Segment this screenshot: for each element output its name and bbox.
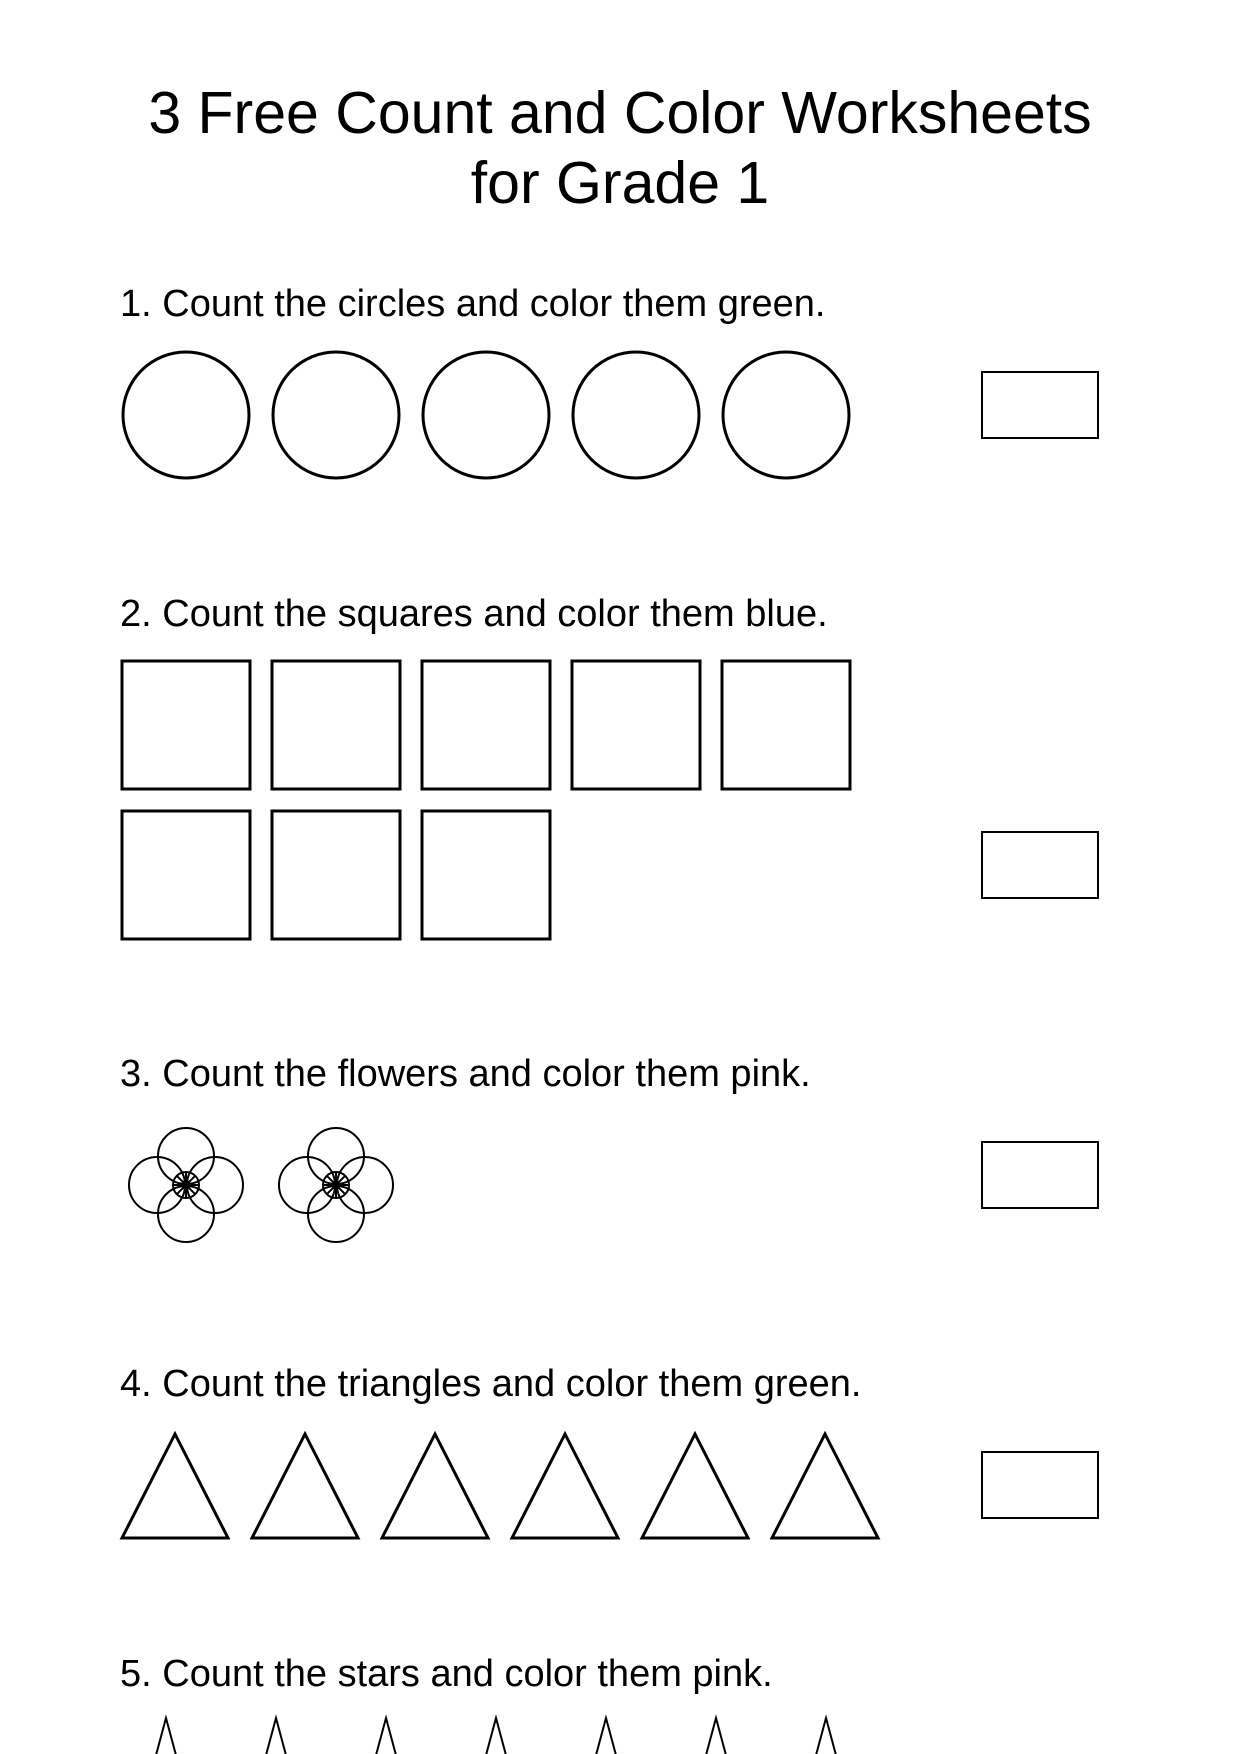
circle-icon[interactable] [573,352,699,478]
circle-icon[interactable] [423,352,549,478]
question-1-prompt: 1. Count the circles and color them green. [120,283,826,325]
square-icon[interactable] [272,661,400,789]
star-icon[interactable] [225,1718,328,1754]
question-3-prompt: 3. Count the flowers and color them pink. [120,1053,811,1095]
square-icon[interactable] [422,661,550,789]
star-icon[interactable] [445,1718,548,1754]
circle-icon[interactable] [273,352,399,478]
flower-icon[interactable] [129,1128,243,1242]
triangle-icon[interactable] [512,1434,618,1538]
square-icon[interactable] [572,661,700,789]
star-icon[interactable] [555,1718,658,1754]
circle-icon[interactable] [723,352,849,478]
star-icon[interactable] [775,1718,878,1754]
triangle-icon[interactable] [122,1434,228,1538]
star-icon[interactable] [335,1718,438,1754]
square-icon[interactable] [122,661,250,789]
square-icon[interactable] [722,661,850,789]
question-4-prompt: 4. Count the triangles and color them green. [120,1363,862,1405]
triangle-icon[interactable] [382,1434,488,1538]
square-icon[interactable] [422,811,550,939]
question-2-prompt: 2. Count the squares and color them blue. [120,593,828,635]
triangle-icon[interactable] [642,1434,748,1538]
triangle-icon[interactable] [252,1434,358,1538]
star-icon[interactable] [665,1718,768,1754]
question-5-prompt: 5. Count the stars and color them pink. [120,1653,773,1695]
square-icon[interactable] [122,811,250,939]
square-icon[interactable] [272,811,400,939]
title-line-1: 3 Free Count and Color Worksheets [148,80,1092,146]
flower-icon[interactable] [279,1128,393,1242]
title-line-2: for Grade 1 [470,150,770,216]
star-icon[interactable] [115,1718,218,1754]
triangle-icon[interactable] [772,1434,878,1538]
circle-icon[interactable] [123,352,249,478]
